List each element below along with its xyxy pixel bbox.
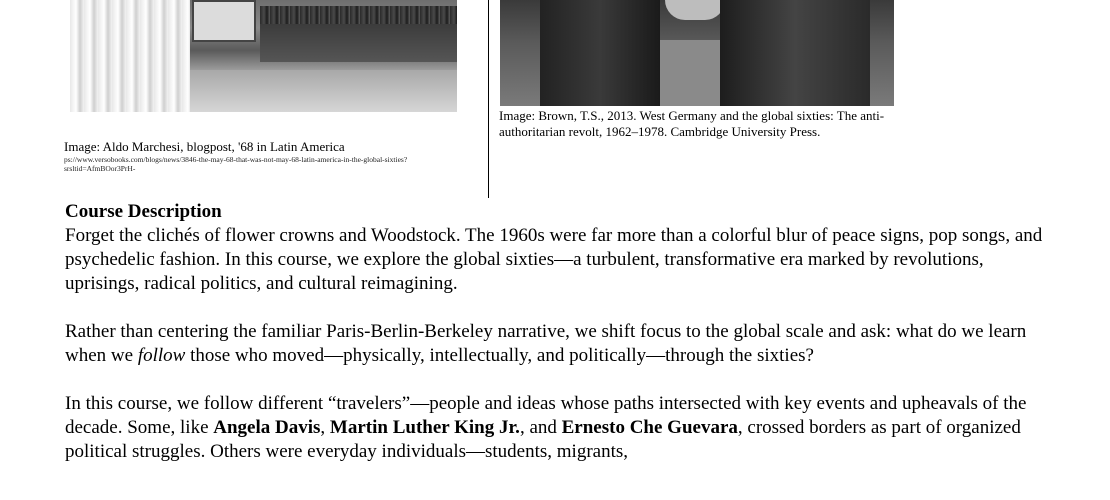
paragraph-2 — [65, 320, 1055, 368]
paragraph-2-text-a: Rather than centering the familiar Paris-Berlin-Berkeley narrative, we shift focus to the global scale and ask: what do we learn when we — [65, 321, 1027, 366]
paragraph-3-sep-2: , and — [519, 417, 562, 438]
course-description-section — [65, 200, 1055, 488]
paragraph-3-text-b: , crossed borders as part of organized political struggles. Others were everyday individuals—students, migrants, — [65, 417, 1021, 462]
paragraph-3 — [65, 392, 1055, 464]
photo-figure-right — [720, 0, 870, 106]
caption-left-url: ps://www.versobooks.com/blogs/news/3846-the-may-68-that-was-not-may-68-latin-america-in-the-global-sixties?srsltid=AfmBOor3PrH- — [64, 155, 408, 173]
photo-screen — [192, 0, 256, 42]
paragraph-3-text-a: In this course, we follow different “travelers”—people and ideas whose paths intersected with key events and upheavals of the decade. Some, like — [65, 393, 1027, 438]
photo-latin-america-assembly — [70, 0, 457, 112]
caption-right: Image: Brown, T.S., 2013. West Germany and the global sixties: The anti-authoritarian revolt, 1962–1978. Cambridge University Press. — [499, 108, 885, 139]
paragraph-3-sep-1: , — [320, 417, 330, 438]
photo-curtain — [70, 0, 190, 112]
paragraph-2-emphasis: follow — [137, 345, 186, 366]
photo-figure-left — [540, 0, 660, 106]
section-heading: Course Description — [65, 201, 222, 222]
paragraph-2-text-b: those who moved—physically, intellectually, and politically—through the sixties? — [185, 345, 814, 366]
caption-left: Image: Aldo Marchesi, blogpost, '68 in Latin America — [64, 139, 345, 154]
photo-hands — [665, 0, 725, 20]
paragraph-1: Forget the clichés of flower crowns and Woodstock. The 1960s were far more than a colorful blur of peace signs, pop songs, and psychedelic fashion. In this course, we explore the global sixties—a turbulent, transformative era marked by revolutions, uprisings, radical politics, and cultural reimagining. — [65, 225, 1043, 294]
name-angela-davis: Angela Davis — [213, 417, 321, 438]
photo-west-germany-protest — [500, 0, 894, 106]
column-divider — [488, 0, 489, 198]
photo-crowd — [260, 6, 457, 24]
name-martin-luther-king: Martin Luther King Jr. — [329, 417, 520, 438]
photo-table — [260, 24, 457, 62]
photo-road — [660, 40, 720, 106]
photo-floor — [190, 70, 457, 112]
name-che-guevara: Ernesto Che Guevara — [561, 417, 738, 438]
